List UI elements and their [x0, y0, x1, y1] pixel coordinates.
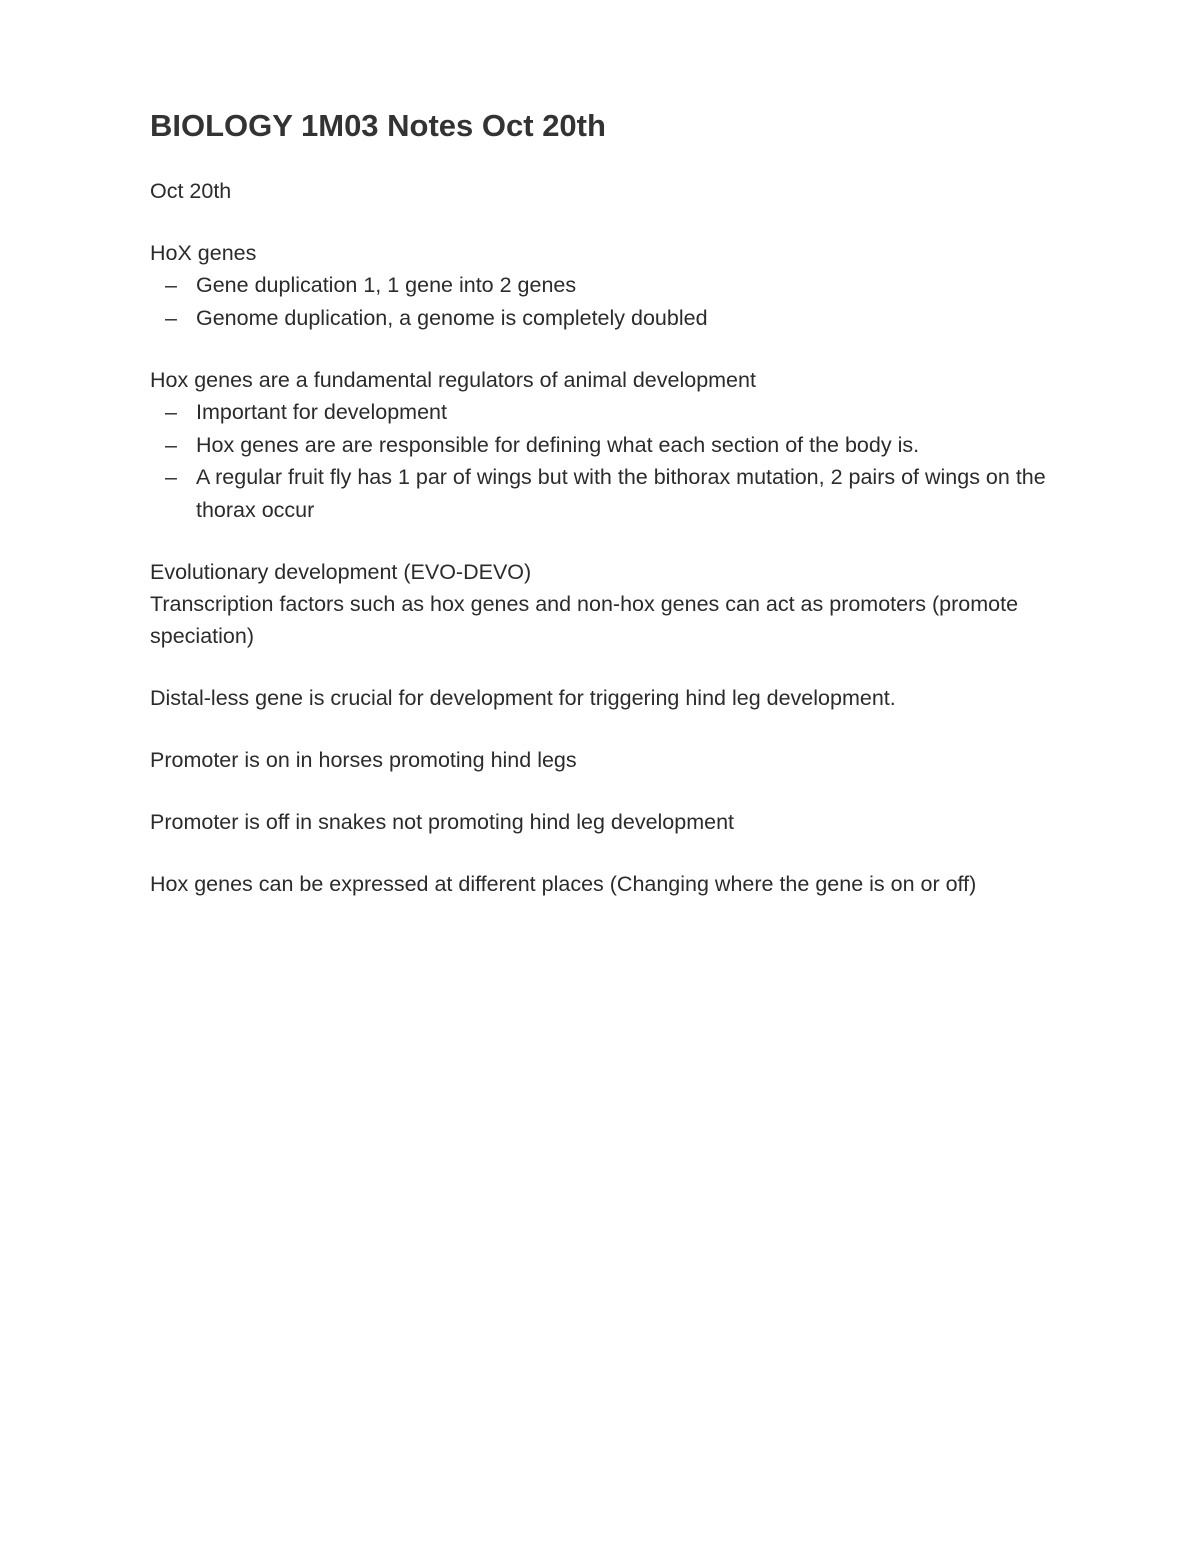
list-item: – A regular fruit fly has 1 par of wings but with the bithorax mutation, 2 pairs of wings on the thorax occur: [196, 461, 1060, 526]
evo-devo-heading: Evolutionary development (EVO-DEVO): [150, 560, 532, 584]
expression-paragraph: Hox genes can be expressed at different places (Changing where the gene is on or off): [150, 872, 977, 896]
dash-bullet: –: [165, 465, 177, 489]
list-item: – Genome duplication, a genome is completely doubled: [196, 302, 1060, 335]
dash-bullet: –: [165, 400, 177, 424]
distal-less-paragraph: Distal-less gene is crucial for development for triggering hind leg development.: [150, 686, 896, 710]
list-item: – Gene duplication 1, 1 gene into 2 genes: [196, 269, 1060, 302]
hox-regulators-heading: Hox genes are a fundamental regulators of animal development: [150, 368, 756, 392]
hox-regulators-list: [150, 396, 1060, 526]
horses-paragraph: Promoter is on in horses promoting hind legs: [150, 748, 577, 772]
dash-bullet: –: [165, 305, 177, 330]
dash-bullet: –: [165, 273, 177, 297]
list-item: – Hox genes are are responsible for defining what each section of the body is.: [196, 429, 1060, 462]
list-item: – Important for development: [196, 396, 1060, 429]
document-page: [150, 104, 1060, 900]
document-date: Oct 20th: [150, 179, 232, 203]
document-title: BIOLOGY 1M03 Notes Oct 20th: [150, 108, 606, 143]
dash-bullet: –: [165, 432, 177, 457]
hox-genes-list: [150, 269, 1060, 334]
hox-genes-heading: HoX genes: [150, 241, 257, 265]
evo-devo-text: Transcription factors such as hox genes and non-hox genes can act as promoters (promote speciation): [150, 592, 1019, 648]
snakes-paragraph: Promoter is off in snakes not promoting hind leg development: [150, 810, 735, 834]
